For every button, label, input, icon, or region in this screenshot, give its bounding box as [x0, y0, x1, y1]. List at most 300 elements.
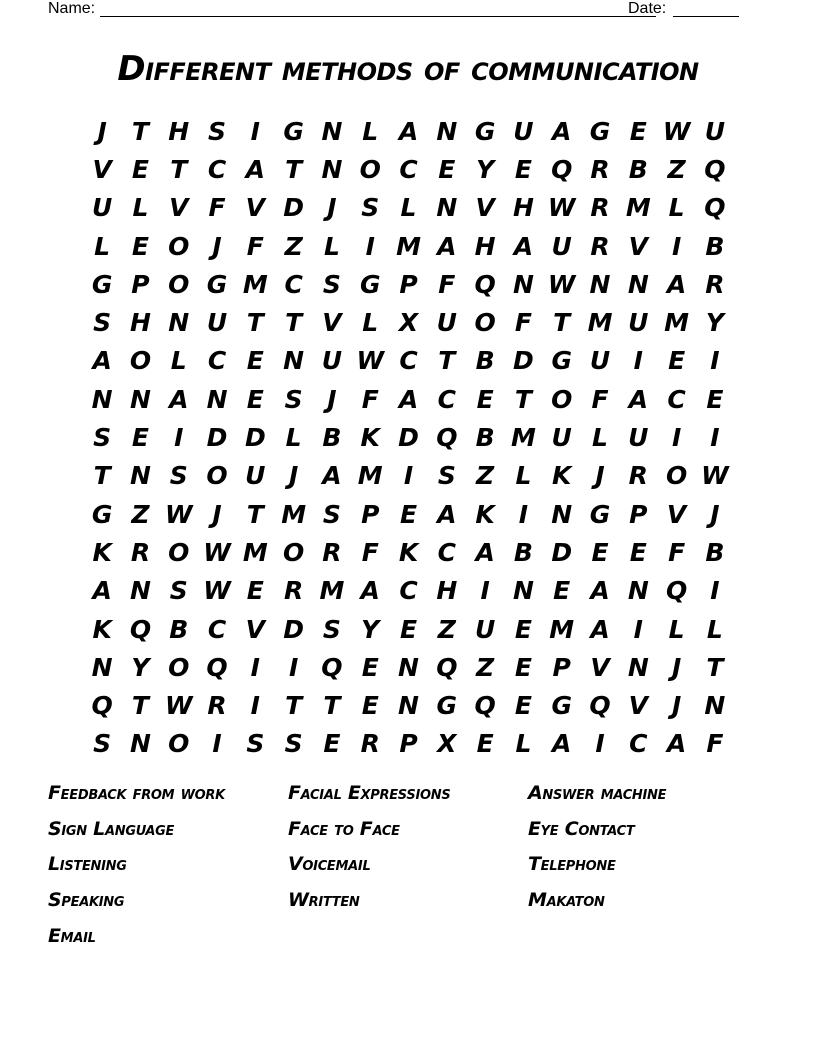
grid-letter[interactable]: U: [321, 346, 343, 376]
grid-letter[interactable]: F: [668, 537, 686, 567]
grid-letter[interactable]: G: [91, 499, 113, 529]
grid-letter[interactable]: S: [169, 461, 188, 491]
grid-letter[interactable]: J: [212, 499, 222, 529]
grid-letter[interactable]: N: [91, 384, 113, 414]
word-search-grid[interactable]: [83, 112, 737, 763]
grid-letter[interactable]: N: [512, 576, 534, 606]
grid-letter[interactable]: T: [553, 308, 571, 338]
grid-letter[interactable]: W: [164, 691, 193, 721]
grid-letter[interactable]: I: [710, 423, 720, 453]
grid-letter[interactable]: D: [244, 423, 266, 453]
grid-letter[interactable]: A: [322, 461, 342, 491]
grid-letter[interactable]: Y: [131, 652, 150, 682]
grid-letter[interactable]: A: [552, 116, 572, 146]
grid-letter[interactable]: K: [92, 537, 112, 567]
grid-letter[interactable]: K: [552, 461, 572, 491]
grid-letter[interactable]: I: [710, 576, 720, 606]
grid-letter[interactable]: I: [671, 423, 682, 453]
grid-letter[interactable]: N: [627, 576, 649, 606]
grid-letter[interactable]: N: [129, 461, 151, 491]
grid-letter[interactable]: S: [93, 423, 112, 453]
grid-letter[interactable]: B: [705, 537, 725, 567]
grid-letter[interactable]: H: [129, 308, 151, 338]
grid-letter[interactable]: B: [628, 154, 648, 184]
grid-letter[interactable]: O: [168, 652, 190, 682]
grid-letter[interactable]: M: [664, 308, 690, 338]
grid-letter[interactable]: R: [207, 691, 227, 721]
grid-letter[interactable]: L: [132, 193, 149, 223]
word-list: [48, 776, 768, 954]
grid-letter[interactable]: A: [169, 384, 189, 414]
grid-letter[interactable]: N: [512, 269, 534, 299]
grid-letter[interactable]: Y: [476, 154, 495, 184]
grid-letter[interactable]: F: [438, 269, 456, 299]
grid-letter[interactable]: A: [437, 231, 457, 261]
grid-letter[interactable]: I: [710, 346, 720, 376]
grid-letter[interactable]: E: [246, 346, 264, 376]
grid-letter[interactable]: T: [246, 499, 264, 529]
grid-letter[interactable]: I: [403, 461, 414, 491]
grid-letter[interactable]: L: [94, 231, 111, 261]
grid-letter[interactable]: F: [361, 384, 379, 414]
grid-letter[interactable]: Z: [667, 154, 686, 184]
grid-letter[interactable]: O: [206, 461, 228, 491]
grid-letter[interactable]: B: [322, 423, 342, 453]
grid-letter[interactable]: I: [633, 346, 643, 376]
grid-letter[interactable]: I: [250, 691, 260, 721]
grid-letter[interactable]: W: [701, 461, 729, 491]
grid-letter[interactable]: Q: [436, 652, 458, 682]
grid-letter[interactable]: E: [438, 154, 456, 184]
grid-letter[interactable]: F: [591, 384, 609, 414]
grid-letter[interactable]: B: [475, 423, 495, 453]
grid-letter[interactable]: O: [359, 154, 381, 184]
grid-letter[interactable]: Q: [91, 691, 113, 721]
grid-letter[interactable]: C: [284, 269, 303, 299]
grid-letter[interactable]: E: [514, 652, 532, 682]
grid-letter[interactable]: E: [553, 576, 571, 606]
grid-letter[interactable]: M: [510, 423, 536, 453]
grid-letter[interactable]: A: [437, 499, 457, 529]
grid-letter[interactable]: N: [129, 729, 151, 759]
grid-letter[interactable]: O: [551, 384, 573, 414]
grid-letter[interactable]: B: [705, 231, 725, 261]
grid-letter[interactable]: K: [475, 499, 495, 529]
grid-letter[interactable]: T: [246, 308, 264, 338]
grid-letter[interactable]: L: [706, 614, 723, 644]
grid-letter[interactable]: Z: [131, 499, 150, 529]
grid-letter[interactable]: S: [246, 729, 265, 759]
grid-letter[interactable]: C: [207, 154, 227, 184]
grid-letter[interactable]: H: [436, 576, 458, 606]
grid-letter[interactable]: N: [91, 652, 113, 682]
grid-letter[interactable]: M: [242, 537, 268, 567]
date-blank-line[interactable]: [673, 16, 739, 17]
grid-letter[interactable]: Y: [361, 614, 380, 644]
grid-letter[interactable]: U: [206, 308, 228, 338]
grid-letter[interactable]: B: [513, 537, 533, 567]
grid-letter[interactable]: N: [704, 691, 726, 721]
grid-letter[interactable]: N: [129, 384, 151, 414]
grid-letter[interactable]: M: [549, 614, 575, 644]
grid-letter[interactable]: U: [474, 614, 496, 644]
word-list-item: Eye Contact: [528, 817, 635, 840]
grid-letter[interactable]: T: [438, 346, 456, 376]
grid-letter[interactable]: W: [547, 269, 576, 299]
grid-letter[interactable]: T: [285, 691, 303, 721]
grid-letter[interactable]: E: [476, 384, 494, 414]
grid-letter[interactable]: G: [589, 116, 611, 146]
grid-letter[interactable]: C: [399, 154, 418, 184]
grid-letter[interactable]: R: [590, 154, 610, 184]
grid-letter[interactable]: T: [285, 308, 303, 338]
grid-letter[interactable]: J: [710, 499, 720, 529]
grid-letter[interactable]: O: [283, 537, 305, 567]
grid-letter[interactable]: I: [288, 652, 299, 682]
grid-letter[interactable]: I: [671, 231, 682, 261]
grid-letter[interactable]: N: [129, 576, 151, 606]
grid-letter[interactable]: N: [283, 346, 305, 376]
grid-letter[interactable]: L: [668, 193, 685, 223]
grid-letter[interactable]: S: [361, 193, 380, 223]
grid-letter[interactable]: E: [131, 423, 149, 453]
grid-letter[interactable]: W: [203, 537, 231, 567]
grid-letter[interactable]: F: [706, 729, 724, 759]
grid-letter[interactable]: L: [362, 116, 379, 146]
grid-letter[interactable]: L: [170, 346, 187, 376]
grid-letter[interactable]: R: [130, 537, 151, 567]
grid-letter[interactable]: Z: [476, 461, 495, 491]
grid-letter[interactable]: N: [168, 308, 190, 338]
grid-letter[interactable]: N: [321, 154, 343, 184]
grid-letter[interactable]: O: [168, 231, 190, 261]
grid-letter[interactable]: N: [551, 499, 573, 529]
grid-letter[interactable]: I: [365, 231, 375, 261]
grid-letter[interactable]: S: [284, 729, 303, 759]
grid-letter[interactable]: P: [399, 269, 418, 299]
grid-letter[interactable]: V: [92, 154, 112, 184]
grid-letter[interactable]: C: [207, 614, 227, 644]
grid-letter[interactable]: E: [668, 346, 686, 376]
grid-letter[interactable]: S: [322, 499, 341, 529]
grid-letter[interactable]: A: [398, 116, 419, 146]
grid-letter[interactable]: N: [627, 269, 649, 299]
grid-letter[interactable]: W: [164, 499, 193, 529]
grid-letter[interactable]: Q: [704, 154, 726, 184]
grid-letter[interactable]: H: [474, 231, 496, 261]
grid-letter[interactable]: V: [666, 499, 687, 529]
name-blank-line[interactable]: [100, 16, 656, 17]
grid-letter[interactable]: V: [245, 614, 266, 644]
grid-letter[interactable]: Q: [474, 691, 496, 721]
grid-letter[interactable]: G: [436, 691, 458, 721]
grid-letter[interactable]: E: [246, 576, 264, 606]
grid-letter[interactable]: C: [437, 537, 456, 567]
grid-letter[interactable]: P: [629, 499, 648, 529]
grid-letter[interactable]: Q: [129, 614, 152, 644]
grid-letter[interactable]: U: [91, 193, 113, 223]
grid-letter[interactable]: K: [360, 423, 380, 453]
grid-letter[interactable]: E: [514, 154, 532, 184]
grid-letter[interactable]: W: [547, 193, 576, 223]
grid-letter[interactable]: I: [633, 614, 643, 644]
grid-letter[interactable]: L: [668, 614, 685, 644]
grid-letter[interactable]: O: [129, 346, 152, 376]
grid-letter[interactable]: S: [322, 614, 341, 644]
grid-letter[interactable]: P: [399, 729, 418, 759]
grid-letter[interactable]: G: [206, 269, 228, 299]
grid-letter[interactable]: E: [246, 384, 264, 414]
grid-letter[interactable]: S: [169, 576, 188, 606]
grid-letter[interactable]: D: [551, 537, 573, 567]
grid-letter[interactable]: T: [93, 461, 111, 491]
grid-letter[interactable]: A: [245, 154, 266, 184]
grid-letter[interactable]: N: [436, 116, 458, 146]
grid-letter[interactable]: L: [323, 231, 340, 261]
grid-letter[interactable]: Q: [551, 154, 573, 184]
grid-letter[interactable]: M: [357, 461, 383, 491]
grid-letter[interactable]: N: [398, 691, 419, 721]
grid-letter[interactable]: I: [250, 652, 260, 682]
grid-letter[interactable]: U: [589, 346, 611, 376]
grid-letter[interactable]: O: [168, 729, 190, 759]
grid-letter[interactable]: Z: [284, 231, 303, 261]
grid-letter[interactable]: O: [168, 537, 190, 567]
grid-letter[interactable]: C: [667, 384, 686, 414]
grid-letter[interactable]: U: [628, 423, 649, 453]
grid-letter[interactable]: J: [595, 461, 605, 491]
grid-letter[interactable]: P: [361, 499, 380, 529]
grid-letter[interactable]: W: [662, 116, 691, 146]
grid-letter[interactable]: G: [359, 269, 381, 299]
grid-letter[interactable]: C: [399, 346, 418, 376]
grid-letter[interactable]: L: [285, 423, 302, 453]
grid-letter[interactable]: D: [206, 423, 228, 453]
grid-letter[interactable]: I: [250, 116, 260, 146]
grid-letter[interactable]: R: [590, 193, 610, 223]
grid-letter[interactable]: M: [242, 269, 268, 299]
grid-letter[interactable]: S: [437, 461, 456, 491]
grid-letter[interactable]: C: [207, 346, 227, 376]
grid-letter[interactable]: I: [595, 729, 605, 759]
grid-letter[interactable]: J: [212, 231, 222, 261]
grid-letter[interactable]: N: [206, 384, 228, 414]
grid-letter[interactable]: D: [513, 346, 534, 376]
grid-letter[interactable]: E: [361, 691, 379, 721]
word-list-item: Written: [288, 889, 360, 912]
grid-letter[interactable]: N: [398, 652, 419, 682]
grid-letter[interactable]: J: [288, 461, 299, 491]
word-list-item: Telephone: [528, 853, 616, 876]
grid-letter[interactable]: O: [665, 461, 688, 491]
grid-letter[interactable]: D: [398, 423, 419, 453]
grid-letter[interactable]: L: [362, 308, 379, 338]
grid-letter[interactable]: Q: [436, 423, 458, 453]
grid-letter[interactable]: Q: [321, 652, 343, 682]
grid-letter[interactable]: C: [437, 384, 456, 414]
grid-letter[interactable]: Q: [589, 691, 611, 721]
grid-letter[interactable]: R: [322, 537, 342, 567]
grid-letter[interactable]: S: [208, 116, 227, 146]
grid-letter[interactable]: E: [514, 691, 532, 721]
grid-letter[interactable]: M: [625, 193, 651, 223]
grid-letter[interactable]: E: [361, 652, 379, 682]
grid-letter[interactable]: J: [671, 652, 682, 682]
grid-letter[interactable]: R: [628, 461, 648, 491]
grid-letter[interactable]: K: [398, 537, 419, 567]
grid-letter[interactable]: S: [93, 308, 112, 338]
grid-letter[interactable]: J: [671, 691, 682, 721]
grid-letter[interactable]: C: [629, 729, 648, 759]
grid-letter[interactable]: V: [169, 193, 189, 223]
grid-letter[interactable]: E: [399, 614, 418, 644]
grid-letter[interactable]: T: [285, 154, 303, 184]
grid-letter[interactable]: Z: [437, 614, 456, 644]
grid-letter[interactable]: O: [474, 308, 496, 338]
grid-letter[interactable]: E: [476, 729, 494, 759]
grid-letter[interactable]: E: [131, 231, 149, 261]
grid-letter[interactable]: A: [92, 576, 112, 606]
grid-letter[interactable]: O: [168, 269, 190, 299]
grid-letter[interactable]: W: [203, 576, 231, 606]
grid-letter[interactable]: A: [513, 231, 534, 261]
grid-letter[interactable]: N: [321, 116, 343, 146]
grid-letter[interactable]: A: [666, 269, 687, 299]
grid-letter[interactable]: F: [514, 308, 532, 338]
grid-letter[interactable]: Q: [665, 576, 688, 606]
grid-letter[interactable]: M: [396, 231, 421, 261]
grid-letter[interactable]: J: [97, 116, 107, 146]
grid-letter[interactable]: H: [168, 116, 190, 146]
grid-letter[interactable]: M: [587, 308, 613, 338]
grid-letter[interactable]: G: [474, 116, 496, 146]
grid-letter[interactable]: A: [92, 346, 112, 376]
grid-letter[interactable]: A: [475, 537, 495, 567]
grid-letter[interactable]: R: [705, 269, 725, 299]
grid-letter[interactable]: B: [475, 346, 495, 376]
grid-letter[interactable]: A: [552, 729, 572, 759]
grid-letter[interactable]: W: [356, 346, 385, 376]
grid-letter[interactable]: U: [551, 423, 572, 453]
grid-letter[interactable]: V: [475, 193, 495, 223]
grid-letter[interactable]: I: [518, 499, 529, 529]
grid-letter[interactable]: S: [93, 729, 112, 759]
word-list-item: Voicemail: [288, 853, 371, 876]
grid-letter[interactable]: E: [629, 537, 647, 567]
grid-letter[interactable]: D: [283, 614, 305, 644]
grid-letter[interactable]: G: [551, 346, 572, 376]
worksheet-header: [48, 0, 748, 20]
grid-letter[interactable]: V: [322, 308, 342, 338]
grid-letter[interactable]: I: [174, 423, 184, 453]
grid-letter[interactable]: F: [361, 537, 379, 567]
grid-letter[interactable]: M: [319, 576, 345, 606]
grid-letter[interactable]: P: [552, 652, 571, 682]
grid-letter[interactable]: E: [591, 537, 609, 567]
grid-letter[interactable]: R: [360, 729, 380, 759]
grid-letter[interactable]: G: [283, 116, 304, 146]
grid-letter[interactable]: A: [360, 576, 380, 606]
grid-letter[interactable]: I: [480, 576, 490, 606]
grid-letter[interactable]: U: [704, 116, 726, 146]
grid-letter[interactable]: D: [283, 193, 305, 223]
grid-letter[interactable]: N: [627, 652, 649, 682]
grid-letter[interactable]: K: [92, 614, 112, 644]
grid-letter[interactable]: V: [590, 652, 610, 682]
grid-letter[interactable]: E: [629, 116, 647, 146]
grid-letter[interactable]: G: [551, 691, 572, 721]
grid-letter[interactable]: Q: [704, 193, 726, 223]
grid-letter[interactable]: U: [436, 308, 457, 338]
grid-letter[interactable]: N: [436, 193, 458, 223]
grid-letter[interactable]: Z: [476, 652, 495, 682]
grid-letter[interactable]: X: [398, 308, 419, 338]
grid-letter[interactable]: J: [327, 384, 337, 414]
grid-letter[interactable]: J: [327, 193, 337, 223]
grid-letter[interactable]: B: [169, 614, 189, 644]
grid-letter[interactable]: X: [437, 729, 457, 759]
grid-letter[interactable]: T: [514, 384, 532, 414]
grid-letter[interactable]: T: [706, 652, 724, 682]
grid-letter[interactable]: A: [590, 614, 610, 644]
grid-letter[interactable]: F: [246, 231, 264, 261]
grid-letter[interactable]: V: [628, 691, 648, 721]
grid-letter[interactable]: T: [170, 154, 188, 184]
grid-letter[interactable]: H: [512, 193, 534, 223]
grid-letter[interactable]: A: [398, 384, 419, 414]
grid-letter[interactable]: L: [515, 729, 532, 759]
grid-letter[interactable]: R: [284, 576, 304, 606]
grid-letter[interactable]: A: [628, 384, 648, 414]
grid-letter[interactable]: R: [590, 231, 610, 261]
grid-letter[interactable]: N: [589, 269, 611, 299]
grid-letter[interactable]: L: [400, 193, 417, 223]
grid-letter[interactable]: V: [245, 193, 266, 223]
grid-letter[interactable]: I: [212, 729, 222, 759]
grid-letter[interactable]: F: [208, 193, 226, 223]
grid-letter[interactable]: C: [399, 576, 418, 606]
grid-letter[interactable]: Y: [705, 308, 724, 338]
grid-letter[interactable]: A: [590, 576, 610, 606]
grid-letter[interactable]: S: [284, 384, 303, 414]
grid-letter[interactable]: E: [706, 384, 724, 414]
grid-letter[interactable]: G: [589, 499, 611, 529]
grid-letter[interactable]: Q: [206, 652, 228, 682]
word-list-item: Sign Language: [48, 817, 175, 840]
page-title: Different methods of communication: [117, 49, 699, 89]
grid-letter[interactable]: E: [323, 729, 341, 759]
grid-letter[interactable]: L: [515, 461, 532, 491]
grid-letter[interactable]: U: [245, 461, 266, 491]
grid-letter[interactable]: S: [322, 269, 341, 299]
grid-letter[interactable]: E: [399, 499, 418, 529]
grid-letter[interactable]: V: [628, 231, 648, 261]
grid-letter[interactable]: U: [551, 231, 572, 261]
grid-letter[interactable]: T: [131, 691, 149, 721]
grid-letter[interactable]: T: [131, 116, 149, 146]
grid-letter[interactable]: P: [131, 269, 150, 299]
grid-letter[interactable]: Q: [474, 269, 496, 299]
grid-letter[interactable]: U: [513, 116, 534, 146]
grid-letter[interactable]: M: [281, 499, 307, 529]
grid-letter[interactable]: T: [323, 691, 341, 721]
grid-letter[interactable]: U: [628, 308, 649, 338]
grid-letter[interactable]: E: [514, 614, 532, 644]
grid-letter[interactable]: G: [91, 269, 113, 299]
grid-letter[interactable]: A: [666, 729, 687, 759]
grid-letter[interactable]: E: [131, 154, 149, 184]
grid-letter[interactable]: L: [592, 423, 608, 453]
